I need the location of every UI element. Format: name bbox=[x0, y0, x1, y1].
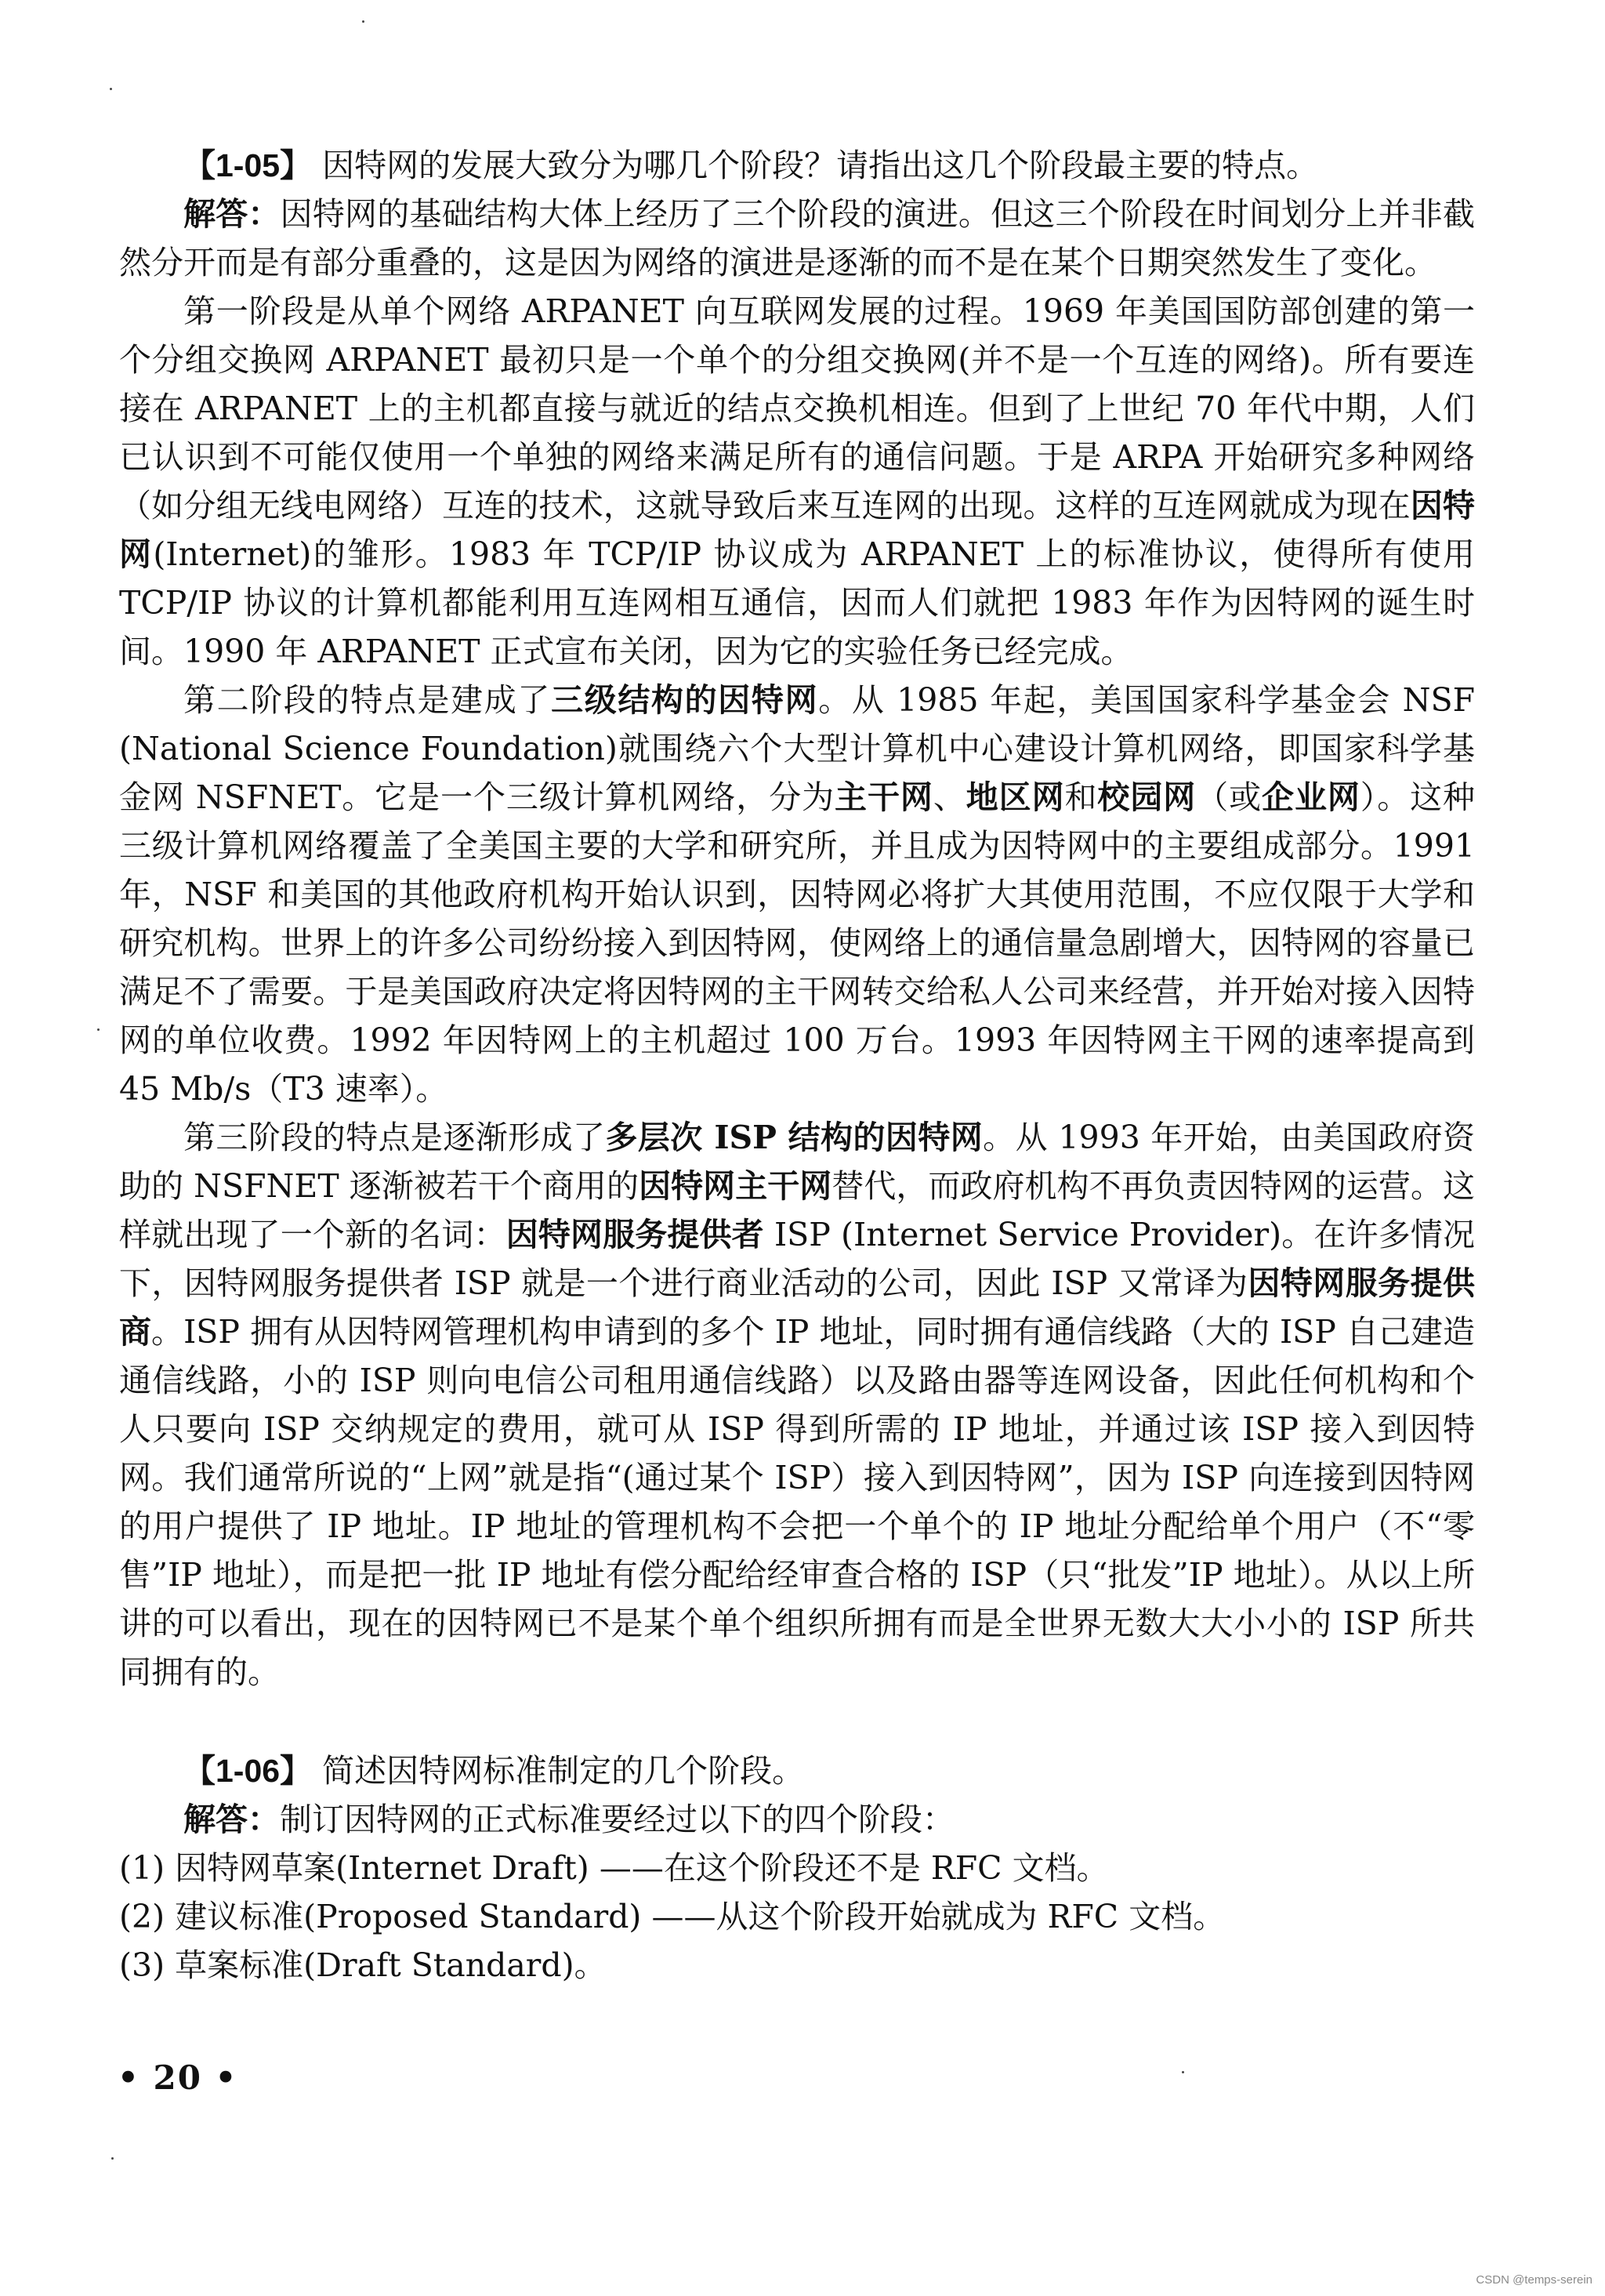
stage2-text-g: ）。这种三级计算机网络覆盖了全美国主要的大学和研究所，并且成为因特网中的主要组成部分。1991 年，NSF 和美国的其他政府机构开始认识到，因特网必将扩大其使用范围，不应仅限于大学和研究机构。世界上的许多公司纷纷接入到因特网，使网络上的通信量急剧增大，因特网的容量已满足不了需要。于是美国政府决定将因特网的主干网转交给私人公司来经营，并开始对接入因特网的单位收费。1992 年因特网上的主机超过 100 万台。1993 年因特网主干网的速率提高到 45 Mb/s（T3 速率）。 bbox=[119, 778, 1476, 1108]
stage1-text-a: 第一阶段是从单个网络 ARPANET 向互联网发展的过程。1969 年美国国防部创建的第一个分组交换网 ARPANET 最初只是一个单个的分组交换网(并不是一个互连的网络)。所有要连接在 ARPANET 上的主机都直接与就近的结点交换机相连。但到了上世纪 70 年代中期，人们已认识到不可能仅使用一个单独的网络来满足所有的通信问题。于是 ARPA 开始研究多种网络（如分组无线电网络）互连的技术，这就导致后来互连网的出现。这样的互连网就成为现在 bbox=[119, 292, 1475, 524]
scan-speck bbox=[362, 20, 364, 23]
stage2-text-a: 第二阶段的特点是建成了 bbox=[183, 681, 552, 719]
stage3-bold-isp-vendor: 因特网服务提供商 bbox=[119, 1264, 1476, 1351]
stage1-bold-internet: 因特网 bbox=[119, 487, 1476, 573]
answer-intro-text: 制订因特网的正式标准要经过以下的四个阶段： bbox=[280, 1801, 955, 1838]
scan-speck bbox=[1182, 2071, 1184, 2073]
stage2-bold-enterprise: 企业网 bbox=[1262, 778, 1360, 816]
stage3-text-e: ISP (Internet Service Provider)。在许多情况下，因特网服务提供者 ISP 就是一个进行商业活动的公司，因此 ISP 又常译为 bbox=[119, 1216, 1475, 1302]
stage2-text-f: （或 bbox=[1196, 778, 1263, 816]
stage3-bold-backbone: 因特网主干网 bbox=[639, 1167, 832, 1205]
stage3-bold-isp-provider: 因特网服务提供者 bbox=[505, 1216, 764, 1253]
answer-intro-1-06 bbox=[119, 1795, 1475, 1844]
stage2-text-c: 。从 1985 年起，美国国家科学基金会 NSF (National Science Foundation)就围绕六个大型计算机中心建设计算机网络，即国家科学基金网 NSFNET。它是一个三级计算机网络，分为 bbox=[119, 681, 1476, 816]
scan-speck bbox=[111, 2157, 114, 2160]
stage2-bold-campus: 校园网 bbox=[1097, 778, 1197, 816]
answer-intro-1-05 bbox=[119, 190, 1475, 287]
stage2-text-e: 和 bbox=[1064, 778, 1098, 816]
paragraph-stage-3 bbox=[119, 1113, 1475, 1696]
stage3-bold-multi-isp: 多层次 ISP 结构的因特网 bbox=[605, 1119, 984, 1156]
answer-intro-text: 因特网的基础结构大体上经历了三个阶段的演进。但这三个阶段在时间划分上并非截然分开而是有部分重叠的，这是因为网络的演进是逐渐的而不是在某个日期突然发生了变化。 bbox=[119, 195, 1476, 281]
paragraph-stage-1 bbox=[119, 287, 1475, 676]
stage2-bold-backbone: 主干网 bbox=[835, 778, 933, 816]
stage1-text-c: (Internet)的雏形。1983 年 TCP/IP 协议成为 ARPANET 上的标准协议，使得所有使用 TCP/IP 协议的计算机都能利用互连网相互通信，因而人们就把 1983 年作为因特网的诞生时间。1990 年 ARPANET 正式宣布关闭，因为它的实验任务已经完成。 bbox=[119, 535, 1476, 670]
stage3-text-a: 第三阶段的特点是逐渐形成了 bbox=[183, 1119, 606, 1156]
stage2-bold-regional: 地区网 bbox=[966, 778, 1065, 816]
question-1-06 bbox=[119, 1746, 1475, 1795]
answer-label: 解答： bbox=[183, 195, 281, 233]
stage2-text-d: 、 bbox=[933, 778, 966, 816]
paragraph-stage-2 bbox=[119, 676, 1475, 1113]
stage3-text-f: 。ISP 拥有从因特网管理机构申请到的多个 IP 地址，同时拥有通信线路（大的 ISP 自己建造通信线路，小的 ISP 则向电信公司租用通信线路）以及路由器等连网设备，因此任何机构和个人只要向 ISP 交纳规定的费用，就可从 ISP 得到所需的 IP 地址，并通过该 ISP 接入到因特网。我们通常所说的“上网”就是指“(通过某个 ISP）接入到因特网”，因为 ISP 向连接到因特网的用户提供了 IP 地址。IP 地址的管理机构不会把一个单个的 IP 地址分配给单个用户（不“零售”IP 地址），而是把一批 IP 地址有偿分配给经审查合格的 ISP（只“批发”IP 地址）。从以上所讲的可以看出，现在的因特网已不是某个单个组织所拥有而是全世界无数大大小小的 ISP 所共同拥有的。 bbox=[119, 1313, 1476, 1691]
list-item: (1) 因特网草案(Internet Draft) ——在这个阶段还不是 RFC 文档。 bbox=[119, 1849, 1109, 1887]
question-1-05 bbox=[119, 141, 1475, 190]
stage3-text-c: 。从 1993 年开始，由美国政府资助的 NSFNET 逐渐被若干个商用的 bbox=[119, 1119, 1475, 1205]
list-item: (3) 草案标准(Draft Standard)。 bbox=[119, 1946, 607, 1984]
question-text: 简述因特网标准制定的几个阶段。 bbox=[312, 1752, 805, 1790]
stage2-bold-three-tier: 三级结构的因特网 bbox=[551, 681, 819, 719]
question-number: 【1-06】 bbox=[183, 1753, 313, 1789]
watermark: CSDN @temps-serein bbox=[1476, 2273, 1592, 2287]
question-text: 因特网的发展大致分为哪几个阶段？请指出这几个阶段最主要的特点。 bbox=[312, 147, 1319, 184]
answer-label: 解答： bbox=[183, 1801, 280, 1838]
page-number: • 20 • bbox=[118, 2058, 238, 2097]
question-number: 【1-05】 bbox=[183, 147, 313, 183]
scan-speck bbox=[97, 1028, 100, 1031]
page-content bbox=[119, 141, 1475, 1990]
section-gap bbox=[119, 1696, 1475, 1746]
list-item: (2) 建议标准(Proposed Standard) ——从这个阶段开始就成为 RFC 文档。 bbox=[119, 1898, 1226, 1935]
scan-speck bbox=[110, 88, 112, 90]
stage3-text-d: 替代，而政府机构不再负责因特网的运营。这样就出现了一个新的名词： bbox=[119, 1167, 1475, 1253]
